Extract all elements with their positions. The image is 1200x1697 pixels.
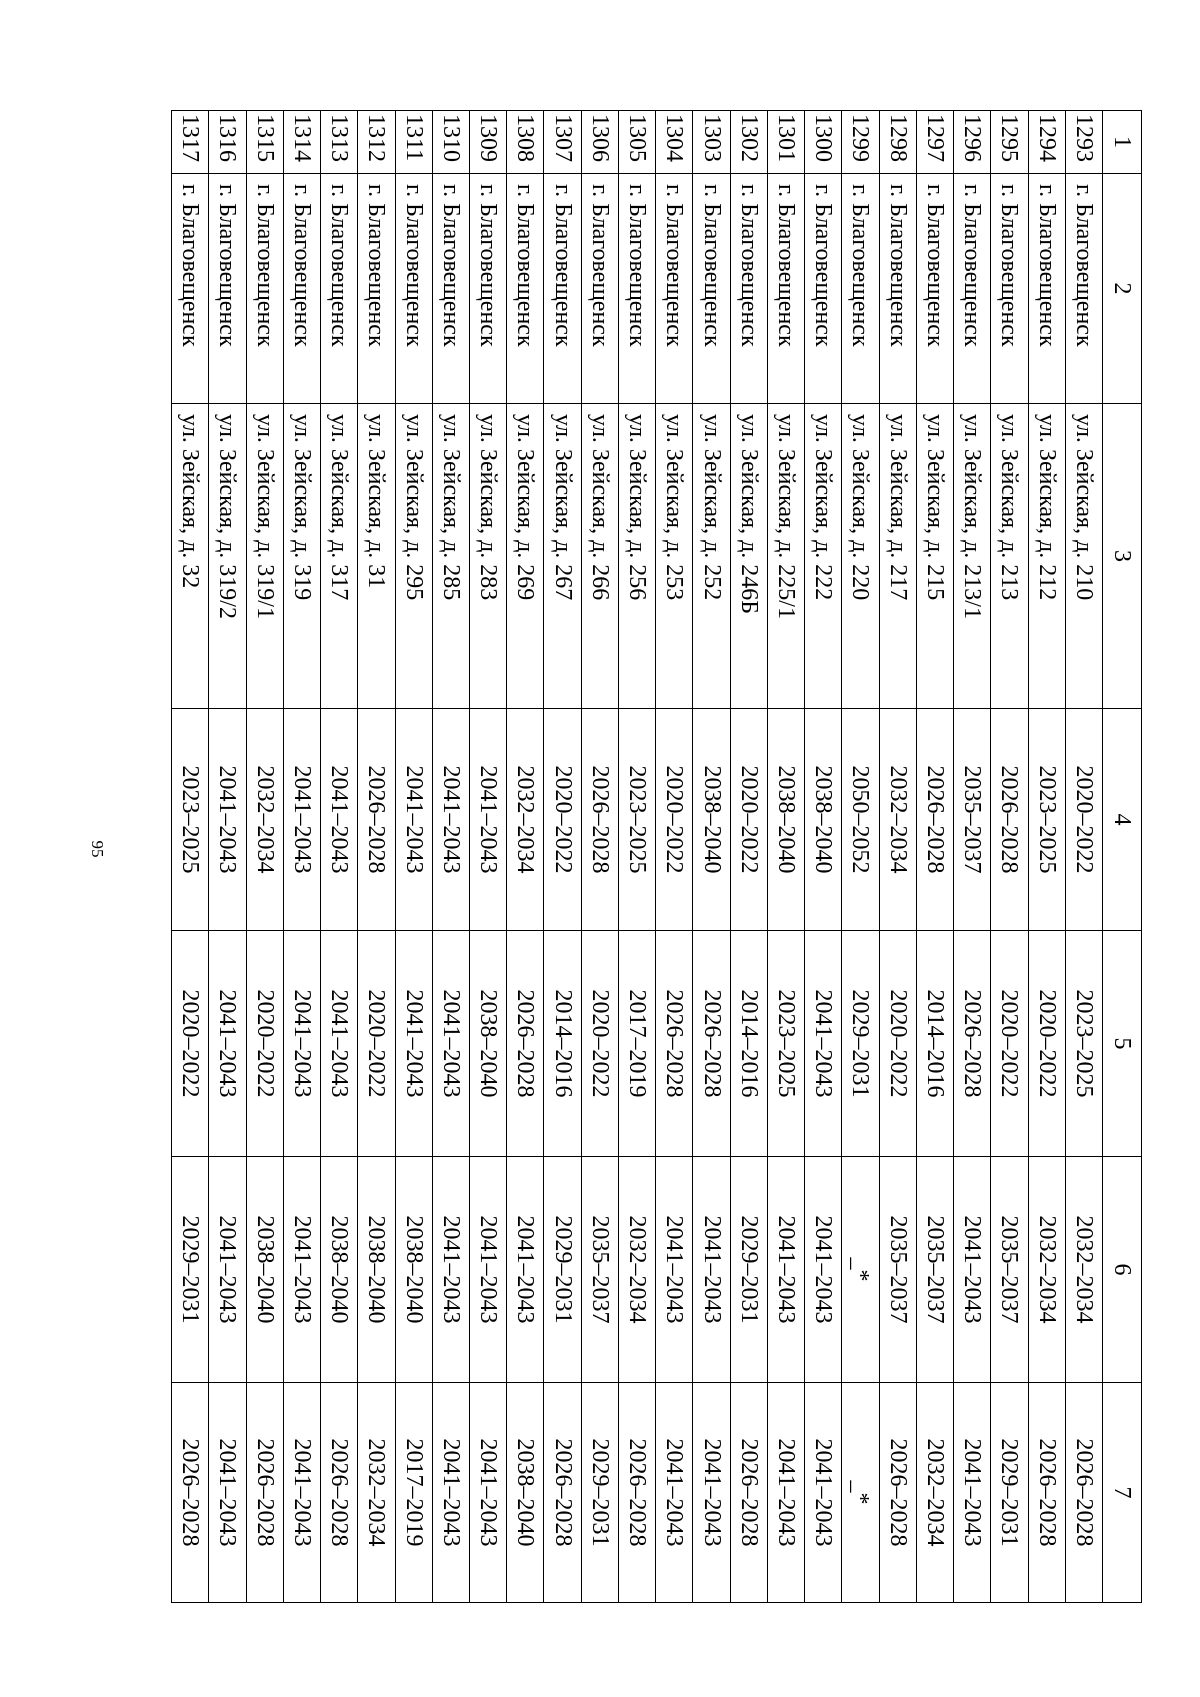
period-cell-4: 2020–2022 (544, 709, 581, 931)
table-row (879, 111, 916, 1603)
table-row (842, 111, 879, 1603)
city-cell: г. Благовещенск (283, 174, 320, 404)
column-header-5: 5 (1103, 931, 1142, 1157)
city-cell: г. Благовещенск (1065, 174, 1102, 404)
period-cell-6: 2041–2043 (805, 1157, 842, 1383)
city-cell: г. Благовещенск (358, 174, 395, 404)
address-cell: ул. Зейская, д. 212 (1028, 404, 1065, 709)
period-cell-5: 2026–2028 (954, 931, 991, 1157)
table-row (470, 111, 507, 1603)
period-cell-5: 2014–2016 (916, 931, 953, 1157)
city-cell: г. Благовещенск (730, 174, 767, 404)
period-cell-6: 2041–2043 (507, 1157, 544, 1383)
city-cell: г. Благовещенск (507, 174, 544, 404)
table-row (1065, 111, 1102, 1603)
column-header-4: 4 (1103, 709, 1142, 931)
period-cell-7: 2041–2043 (656, 1383, 693, 1603)
row-number: 1299 (842, 111, 879, 174)
period-cell-4: 2038–2040 (693, 709, 730, 931)
period-cell-7: 2041–2043 (432, 1383, 469, 1603)
period-cell-5: 2041–2043 (283, 931, 320, 1157)
column-header-3: 3 (1103, 404, 1142, 709)
period-cell-6: 2041–2043 (693, 1157, 730, 1383)
address-cell: ул. Зейская, д. 283 (470, 404, 507, 709)
column-header-6: 6 (1103, 1157, 1142, 1383)
period-cell-6: _* (842, 1157, 879, 1383)
city-cell: г. Благовещенск (991, 174, 1028, 404)
city-cell: г. Благовещенск (1028, 174, 1065, 404)
table-row (358, 111, 395, 1603)
address-cell: ул. Зейская, д. 222 (805, 404, 842, 709)
column-header-1: 1 (1103, 111, 1142, 174)
row-number: 1314 (283, 111, 320, 174)
table-row (246, 111, 283, 1603)
period-cell-7: 2029–2031 (581, 1383, 618, 1603)
period-cell-7: 2026–2028 (321, 1383, 358, 1603)
row-number: 1307 (544, 111, 581, 174)
period-cell-4: 2050–2052 (842, 709, 879, 931)
period-cell-4: 2038–2040 (767, 709, 804, 931)
period-cell-6: 2041–2043 (283, 1157, 320, 1383)
city-cell: г. Благовещенск (693, 174, 730, 404)
period-cell-6: 2038–2040 (358, 1157, 395, 1383)
city-cell: г. Благовещенск (618, 174, 655, 404)
city-cell: г. Благовещенск (544, 174, 581, 404)
address-cell: ул. Зейская, д. 246Б (730, 404, 767, 709)
period-cell-7: 2026–2028 (879, 1383, 916, 1603)
row-number: 1313 (321, 111, 358, 174)
period-cell-4: 2020–2022 (656, 709, 693, 931)
address-cell: ул. Зейская, д. 215 (916, 404, 953, 709)
period-cell-6: 2038–2040 (395, 1157, 432, 1383)
address-cell: ул. Зейская, д. 266 (581, 404, 618, 709)
address-cell: ул. Зейская, д. 31 (358, 404, 395, 709)
address-cell: ул. Зейская, д. 295 (395, 404, 432, 709)
address-cell: ул. Зейская, д. 267 (544, 404, 581, 709)
address-cell: ул. Зейская, д. 319/1 (246, 404, 283, 709)
period-cell-5: 2041–2043 (321, 931, 358, 1157)
period-cell-7: 2041–2043 (470, 1383, 507, 1603)
table-row (395, 111, 432, 1603)
period-cell-7: 2026–2028 (618, 1383, 655, 1603)
period-cell-5: 2014–2016 (544, 931, 581, 1157)
address-cell: ул. Зейская, д. 210 (1065, 404, 1102, 709)
period-cell-4: 2035–2037 (954, 709, 991, 931)
row-number: 1302 (730, 111, 767, 174)
period-cell-5: 2026–2028 (693, 931, 730, 1157)
address-cell: ул. Зейская, д. 213 (991, 404, 1028, 709)
row-number: 1300 (805, 111, 842, 174)
period-cell-5: 2038–2040 (470, 931, 507, 1157)
period-cell-5: 2023–2025 (1065, 931, 1102, 1157)
period-cell-5: 2020–2022 (1028, 931, 1065, 1157)
city-cell: г. Благовещенск (172, 174, 209, 404)
period-cell-4: 2032–2034 (879, 709, 916, 931)
period-cell-4: 2026–2028 (581, 709, 618, 931)
row-number: 1316 (209, 111, 246, 174)
period-cell-4: 2023–2025 (1028, 709, 1065, 931)
period-cell-7: 2041–2043 (283, 1383, 320, 1603)
period-cell-4: 2032–2034 (507, 709, 544, 931)
period-cell-4: 2038–2040 (805, 709, 842, 931)
address-cell: ул. Зейская, д. 217 (879, 404, 916, 709)
period-cell-6: 2029–2031 (544, 1157, 581, 1383)
row-number: 1306 (581, 111, 618, 174)
city-cell: г. Благовещенск (432, 174, 469, 404)
table-row (954, 111, 991, 1603)
period-cell-6: 2041–2043 (470, 1157, 507, 1383)
period-cell-5: 2020–2022 (172, 931, 209, 1157)
table-row (805, 111, 842, 1603)
period-cell-7: 2032–2034 (916, 1383, 953, 1603)
period-cell-7: 2026–2028 (544, 1383, 581, 1603)
period-cell-5: 2026–2028 (656, 931, 693, 1157)
row-number: 1295 (991, 111, 1028, 174)
period-cell-5: 2020–2022 (991, 931, 1028, 1157)
period-cell-6: 2035–2037 (879, 1157, 916, 1383)
address-cell: ул. Зейская, д. 213/1 (954, 404, 991, 709)
period-cell-7: 2041–2043 (209, 1383, 246, 1603)
period-cell-6: 2032–2034 (1065, 1157, 1102, 1383)
row-number: 1310 (432, 111, 469, 174)
period-cell-5: 2029–2031 (842, 931, 879, 1157)
row-number: 1301 (767, 111, 804, 174)
table-header-row (1103, 111, 1142, 1603)
period-cell-4: 2041–2043 (283, 709, 320, 931)
table-row (507, 111, 544, 1603)
row-number: 1311 (395, 111, 432, 174)
period-cell-7: 2026–2028 (172, 1383, 209, 1603)
period-cell-4: 2041–2043 (209, 709, 246, 931)
period-cell-4: 2026–2028 (358, 709, 395, 931)
period-cell-5: 2014–2016 (730, 931, 767, 1157)
period-cell-7: 2026–2028 (1065, 1383, 1102, 1603)
row-number: 1315 (246, 111, 283, 174)
period-cell-7: 2041–2043 (805, 1383, 842, 1603)
address-cell: ул. Зейская, д. 319 (283, 404, 320, 709)
period-cell-6: 2038–2040 (321, 1157, 358, 1383)
city-cell: г. Благовещенск (954, 174, 991, 404)
period-cell-4: 2023–2025 (618, 709, 655, 931)
city-cell: г. Благовещенск (656, 174, 693, 404)
table-row (730, 111, 767, 1603)
period-cell-5: 2041–2043 (805, 931, 842, 1157)
register-table (171, 110, 1142, 1603)
table-row (916, 111, 953, 1603)
period-cell-4: 2020–2022 (730, 709, 767, 931)
row-number: 1304 (656, 111, 693, 174)
column-header-7: 7 (1103, 1383, 1142, 1603)
period-cell-4: 2023–2025 (172, 709, 209, 931)
period-cell-4: 2041–2043 (321, 709, 358, 931)
period-cell-4: 2026–2028 (916, 709, 953, 931)
period-cell-5: 2023–2025 (767, 931, 804, 1157)
row-number: 1309 (470, 111, 507, 174)
row-number: 1317 (172, 111, 209, 174)
row-number: 1303 (693, 111, 730, 174)
period-cell-6: 2029–2031 (730, 1157, 767, 1383)
period-cell-4: 2041–2043 (432, 709, 469, 931)
period-cell-7: 2017–2019 (395, 1383, 432, 1603)
address-cell: ул. Зейская, д. 319/2 (209, 404, 246, 709)
period-cell-6: 2029–2031 (172, 1157, 209, 1383)
row-number: 1308 (507, 111, 544, 174)
period-cell-6: 2041–2043 (432, 1157, 469, 1383)
register-table-container (172, 110, 1142, 1602)
period-cell-4: 2020–2022 (1065, 709, 1102, 931)
period-cell-7: 2026–2028 (246, 1383, 283, 1603)
period-cell-6: 2041–2043 (656, 1157, 693, 1383)
address-cell: ул. Зейская, д. 256 (618, 404, 655, 709)
period-cell-4: 2041–2043 (395, 709, 432, 931)
row-number: 1305 (618, 111, 655, 174)
row-number: 1293 (1065, 111, 1102, 174)
period-cell-5: 2020–2022 (358, 931, 395, 1157)
period-cell-7: _* (842, 1383, 879, 1603)
period-cell-6: 2032–2034 (1028, 1157, 1065, 1383)
period-cell-7: 2026–2028 (730, 1383, 767, 1603)
period-cell-5: 2017–2019 (618, 931, 655, 1157)
period-cell-6: 2041–2043 (767, 1157, 804, 1383)
row-number: 1294 (1028, 111, 1065, 174)
period-cell-5: 2041–2043 (209, 931, 246, 1157)
city-cell: г. Благовещенск (395, 174, 432, 404)
city-cell: г. Благовещенск (246, 174, 283, 404)
city-cell: г. Благовещенск (209, 174, 246, 404)
table-row (321, 111, 358, 1603)
city-cell: г. Благовещенск (321, 174, 358, 404)
period-cell-6: 2035–2037 (916, 1157, 953, 1383)
table-body (172, 111, 1103, 1603)
city-cell: г. Благовещенск (879, 174, 916, 404)
city-cell: г. Благовещенск (805, 174, 842, 404)
period-cell-7: 2041–2043 (693, 1383, 730, 1603)
period-cell-6: 2038–2040 (246, 1157, 283, 1383)
row-number: 1312 (358, 111, 395, 174)
period-cell-5: 2041–2043 (432, 931, 469, 1157)
period-cell-5: 2020–2022 (879, 931, 916, 1157)
table-row (1028, 111, 1065, 1603)
period-cell-4: 2032–2034 (246, 709, 283, 931)
period-cell-5: 2020–2022 (246, 931, 283, 1157)
page-number: 95 (88, 840, 107, 858)
address-cell: ул. Зейская, д. 269 (507, 404, 544, 709)
city-cell: г. Благовещенск (470, 174, 507, 404)
column-header-2: 2 (1103, 174, 1142, 404)
address-cell: ул. Зейская, д. 32 (172, 404, 209, 709)
address-cell: ул. Зейская, д. 225/1 (767, 404, 804, 709)
period-cell-5: 2026–2028 (507, 931, 544, 1157)
period-cell-7: 2029–2031 (991, 1383, 1028, 1603)
address-cell: ул. Зейская, д. 220 (842, 404, 879, 709)
address-cell: ул. Зейская, д. 253 (656, 404, 693, 709)
table-row (283, 111, 320, 1603)
address-cell: ул. Зейская, д. 317 (321, 404, 358, 709)
city-cell: г. Благовещенск (842, 174, 879, 404)
table-row (693, 111, 730, 1603)
period-cell-6: 2035–2037 (581, 1157, 618, 1383)
table-row (618, 111, 655, 1603)
period-cell-6: 2041–2043 (209, 1157, 246, 1383)
table-row (432, 111, 469, 1603)
city-cell: г. Благовещенск (581, 174, 618, 404)
table-row (581, 111, 618, 1603)
table-row (656, 111, 693, 1603)
city-cell: г. Благовещенск (767, 174, 804, 404)
period-cell-6: 2035–2037 (991, 1157, 1028, 1383)
period-cell-7: 2038–2040 (507, 1383, 544, 1603)
period-cell-7: 2032–2034 (358, 1383, 395, 1603)
period-cell-6: 2032–2034 (618, 1157, 655, 1383)
table-row (991, 111, 1028, 1603)
row-number: 1296 (954, 111, 991, 174)
period-cell-5: 2041–2043 (395, 931, 432, 1157)
row-number: 1297 (916, 111, 953, 174)
table-row (209, 111, 246, 1603)
table-row (172, 111, 209, 1603)
city-cell: г. Благовещенск (916, 174, 953, 404)
table-row (767, 111, 804, 1603)
period-cell-4: 2026–2028 (991, 709, 1028, 931)
period-cell-7: 2041–2043 (767, 1383, 804, 1603)
row-number: 1298 (879, 111, 916, 174)
period-cell-7: 2026–2028 (1028, 1383, 1065, 1603)
period-cell-6: 2041–2043 (954, 1157, 991, 1383)
table-row (544, 111, 581, 1603)
period-cell-7: 2041–2043 (954, 1383, 991, 1603)
period-cell-4: 2041–2043 (470, 709, 507, 931)
period-cell-5: 2020–2022 (581, 931, 618, 1157)
address-cell: ул. Зейская, д. 285 (432, 404, 469, 709)
address-cell: ул. Зейская, д. 252 (693, 404, 730, 709)
